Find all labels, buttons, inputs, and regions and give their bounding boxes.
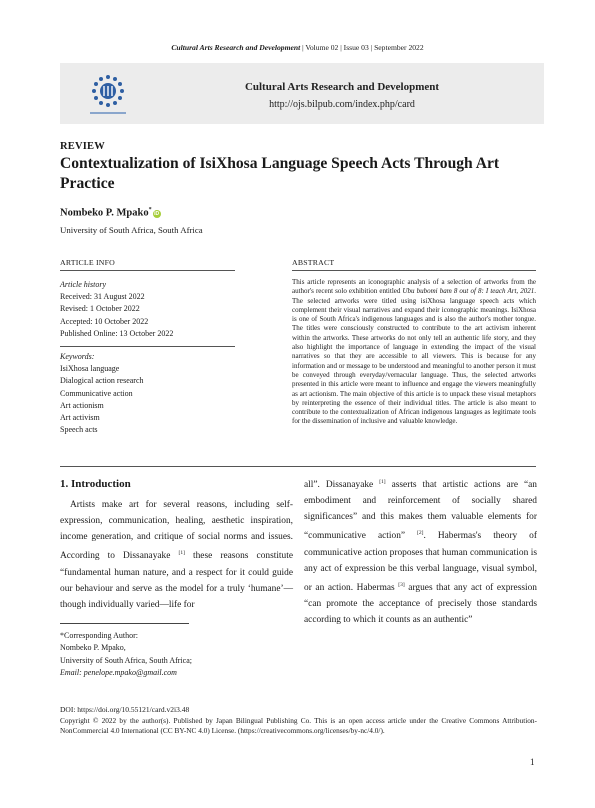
keyword-item: Art actionism <box>60 400 104 410</box>
article-history <box>60 279 173 340</box>
running-head-issue: | Volume 02 | Issue 03 | September 2022 <box>300 43 424 52</box>
received-date: Received: 31 August 2022 <box>60 292 145 302</box>
abstract-heading: ABSTRACT <box>292 258 335 267</box>
corresponding-author-footnote <box>60 630 192 680</box>
citation-ref[interactable]: [3] <box>398 581 405 588</box>
keyword-item: IsiXhosa language <box>60 364 120 374</box>
abstract-part-2: . The selected artworks were titled using isiXhosa language speech acts which complement their visual narratives and expand their iconographic meanings. IsiXhosa is one of South Africa's indigenous languages and is also the author's mother tongue. The titles were consciously constructed to contribute to the art activism inherent within the artworks. These artworks do not only tell an authentic life story, and they also highlight the importance of language in extending the impact of the visual narratives so that they are accessible to all viewers. This is because for any information and or message to be understood and meaningful to another person it must be conveyed through everyday/vernacular language. Thus, the selected artworks presented in this article were meant to influence and engage the viewers meaningfully as art actionism. The main objective of this article is to unpack these visual metaphors by reinterpreting the essence of their individual titles. The article is also meant to contribute to the contextualization of African indigenous languages as legitimate tools for the dissemination of inclusive and valuable knowledge. <box>292 287 537 426</box>
keywords-label: Keywords: <box>60 352 95 361</box>
exhibition-title: Ubu bubomi bam 8 out of 8: I teach Art, 2021 <box>402 287 535 296</box>
banner-journal-url[interactable]: http://ojs.bilpub.com/index.php/card <box>269 99 415 110</box>
article-type: REVIEW <box>60 141 105 152</box>
citation-ref[interactable]: [1] <box>178 550 185 557</box>
info-divider <box>60 270 235 271</box>
footnote-rule <box>60 623 189 624</box>
keywords-divider <box>60 346 235 347</box>
corresponding-affiliation: University of South Africa, South Africa; <box>60 655 192 665</box>
email-link[interactable]: penelope.mpako@gmail.com <box>83 668 177 678</box>
introduction-heading: 1. Introduction <box>60 478 131 490</box>
page-number: 1 <box>530 757 535 767</box>
body-text: argues that any act of expression “can promote the acceptance of precisely those standards according to which it counts as an authentic” <box>304 582 537 626</box>
body-text: Artists make art for several reasons, including self-expression, communication, healing, aesthetic inspiration, income generation, and critique of social norms and issues. According to Dissanayake <box>60 500 293 562</box>
corresponding-name: Nombeko P. Mpako, <box>60 643 126 653</box>
publisher-logo-icon <box>82 73 134 119</box>
abstract-bottom-rule <box>60 466 536 467</box>
body-text: these reasons constitute “fundamental human nature, and a respect for it could guide our behaviour and serve as the model for a truly ‘humane’—though individually varied—life for <box>60 551 293 610</box>
copyright-notice: Copyright © 2022 by the author(s). Published by Japan Bilingual Publishing Co. This is an open access article under the Creative Commons Attribution-NonCommercial 4.0 International (CC BY-NC 4.0) License. (https://creativecommons.org/licenses/by-nc/4.0/). <box>60 716 537 736</box>
abstract-part-1: This article represents an iconographic analysis of a selection of artworks from the author's recent solo exhibition entitled <box>292 278 536 296</box>
body-text: asserts that artistic actions are “an embodiment and reinforcement of socially shared significances” and this makes them valuable elements for “communicative action” <box>304 480 537 542</box>
article-info-heading: ARTICLE INFO <box>60 258 115 267</box>
keyword-item: Communicative action <box>60 388 133 398</box>
intro-left-column <box>60 497 293 613</box>
citation-ref[interactable]: [1] <box>379 479 386 485</box>
history-label: Article history <box>60 280 106 289</box>
published-date: Published Online: 13 October 2022 <box>60 328 174 338</box>
abstract-divider <box>292 270 536 271</box>
author-line <box>60 207 161 219</box>
accepted-date: Accepted: 10 October 2022 <box>60 316 149 326</box>
body-text: all”. Dissanayake <box>304 480 380 491</box>
author-name: Nombeko P. Mpako <box>60 207 149 219</box>
article-title: Contextualization of IsiXhosa Language Speech Acts Through Art Practice <box>60 155 500 192</box>
corresponding-label: *Corresponding Author: <box>60 631 138 640</box>
doi-link[interactable]: DOI: https://doi.org/10.55121/card.v2i3.48 <box>60 705 190 714</box>
revised-date: Revised: 1 October 2022 <box>60 304 140 314</box>
keywords-list <box>60 351 144 436</box>
corresponding-email-line <box>60 667 192 679</box>
running-head <box>0 43 595 52</box>
corresponding-mark: * <box>148 207 152 213</box>
intro-right-column <box>304 474 537 628</box>
citation-ref[interactable]: [2] <box>417 530 424 537</box>
keyword-item: Art activism <box>60 413 100 423</box>
abstract-text <box>292 278 536 427</box>
orcid-icon[interactable]: iD <box>154 210 160 217</box>
keyword-item: Dialogical action research <box>60 376 144 386</box>
author-affiliation: University of South Africa, South Africa <box>60 225 203 235</box>
email-label: Email: <box>60 668 84 678</box>
banner-journal-title: Cultural Arts Research and Development <box>244 81 440 93</box>
body-text: . Habermas's theory of communicative action proposes that human communication is any act of expression be this verbal language, visual symbol, or an action. Habermas <box>304 531 537 593</box>
running-head-journal: Cultural Arts Research and Development <box>171 43 301 52</box>
keyword-item: Speech acts <box>60 425 98 435</box>
